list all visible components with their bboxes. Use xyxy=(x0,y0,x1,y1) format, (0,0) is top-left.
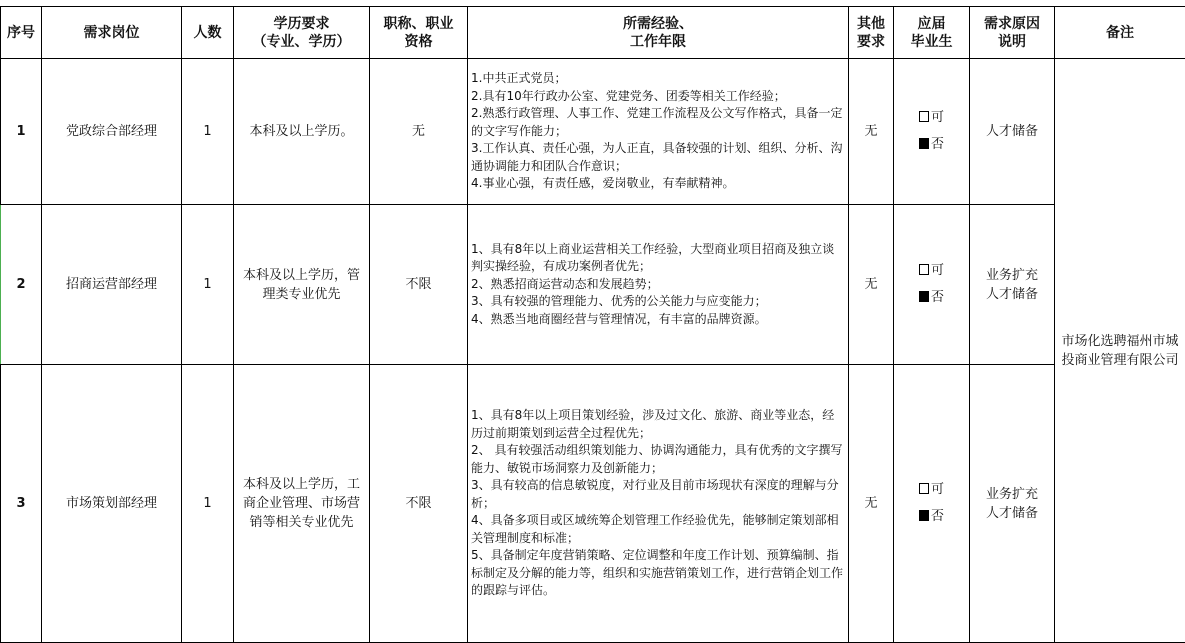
header-seq: 序号 xyxy=(1,7,42,59)
education-cell: 本科及以上学历。 xyxy=(234,59,370,205)
experience-line: 1、具有8年以上项目策划经验，涉及过文化、旅游、商业等业态，经历过前期策划到运营全过程优先； xyxy=(471,408,835,440)
header-experience-line2: 工作年限 xyxy=(630,33,686,50)
graduate-options xyxy=(919,100,944,163)
header-reason-line1: 需求原因 xyxy=(984,15,1040,32)
reason-line: 业务扩充 xyxy=(985,486,1038,502)
header-title-line2: 资格 xyxy=(404,33,433,50)
header-other-line2: 要求 xyxy=(857,33,885,50)
experience-line: 3.工作认真、责任心强，为人正直，具备较强的计划、组织、分析、沟通协调能力和团队合作意识； xyxy=(471,141,843,173)
header-other-line1: 其他 xyxy=(857,15,885,32)
header-other xyxy=(849,7,894,59)
checkbox-checked-icon xyxy=(919,510,929,521)
experience-line: 1.中共正式党员； xyxy=(471,71,567,86)
header-experience xyxy=(468,7,849,59)
reason-line: 业务扩充 xyxy=(985,267,1038,283)
header-graduate xyxy=(894,7,970,59)
experience-line: 4.事业心强，有责任感，爱岗敬业，有奉献精神。 xyxy=(471,176,735,191)
seq-cell: 2 xyxy=(1,205,42,365)
graduate-option-yes[interactable] xyxy=(919,109,944,127)
header-graduate-line1: 应届 xyxy=(917,15,946,32)
graduate-cell xyxy=(894,205,970,365)
experience-line: 2、 具有较强活动组织策划能力、协调沟通能力，具有优秀的文字撰写能力、敏锐市场洞察力及创新能力； xyxy=(471,443,843,475)
checkbox-unchecked-icon xyxy=(919,483,929,494)
graduate-yes-label: 可 xyxy=(930,482,944,497)
header-position: 需求岗位 xyxy=(42,7,182,59)
header-graduate-line2: 毕业生 xyxy=(910,33,953,50)
other-cell: 无 xyxy=(849,365,894,643)
header-reason xyxy=(970,7,1055,59)
header-count: 人数 xyxy=(182,7,234,59)
graduate-cell xyxy=(894,365,970,643)
reason-line: 人才储备 xyxy=(985,286,1038,302)
position-cell: 市场策划部经理 xyxy=(42,365,182,643)
graduate-option-no[interactable] xyxy=(919,289,944,307)
education-cell: 本科及以上学历，工商企业管理、市场营销等相关专业优先 xyxy=(234,365,370,643)
recruitment-table xyxy=(0,6,1185,643)
experience-cell xyxy=(468,59,849,205)
title-cell: 不限 xyxy=(370,205,468,365)
experience-line: 1、具有8年以上商业运营相关工作经验，大型商业项目招商及独立谈判实操经验，有成功案例者优先； xyxy=(471,241,835,274)
experience-line: 2、熟悉招商运营动态和发展趋势； xyxy=(471,276,659,291)
graduate-no-label: 否 xyxy=(930,137,944,152)
graduate-option-no[interactable] xyxy=(919,508,944,526)
experience-line: 4、熟悉当地商圈经营与管理情况，有丰富的品牌资源。 xyxy=(471,311,767,326)
graduate-yes-label: 可 xyxy=(930,263,944,278)
checkbox-checked-icon xyxy=(919,291,929,302)
remark-cell xyxy=(1055,59,1185,643)
education-cell: 本科及以上学历，管理类专业优先 xyxy=(234,205,370,365)
header-education-line2: （专业、学历） xyxy=(252,33,351,50)
experience-line: 2.熟悉行政管理、人事工作、党建工作流程及公文写作格式，具备一定的文字写作能力； xyxy=(471,106,843,138)
position-cell: 党政综合部经理 xyxy=(42,59,182,205)
header-title-line1: 职称、职业 xyxy=(383,15,454,32)
count-cell: 1 xyxy=(182,365,234,643)
header-experience-line1: 所需经验、 xyxy=(623,15,693,32)
seq-cell: 1 xyxy=(1,59,42,205)
header-reason-line2: 说明 xyxy=(998,33,1026,50)
header-title xyxy=(370,7,468,59)
header-education-line1: 学历要求 xyxy=(273,15,330,32)
experience-cell xyxy=(468,205,849,365)
other-cell: 无 xyxy=(849,205,894,365)
table-row xyxy=(1,59,1185,205)
reason-line: 人才储备 xyxy=(985,124,1038,139)
reason-cell xyxy=(970,59,1055,205)
graduate-option-yes[interactable] xyxy=(919,262,944,280)
checkbox-checked-icon xyxy=(919,138,929,149)
other-cell: 无 xyxy=(849,59,894,205)
checkbox-unchecked-icon xyxy=(919,264,929,275)
reason-cell xyxy=(970,205,1055,365)
count-cell: 1 xyxy=(182,59,234,205)
title-cell: 无 xyxy=(370,59,468,205)
graduate-option-no[interactable] xyxy=(919,136,944,154)
header-education xyxy=(234,7,370,59)
experience-line: 5、具备制定年度营销策略、定位调整和年度工作计划、预算编制、指标制定及分解的能力等，组织和实施营销策划工作，进行营销企划工作的跟踪与评估。 xyxy=(471,548,844,598)
table-row xyxy=(1,365,1185,643)
graduate-yes-label: 可 xyxy=(930,110,944,125)
reason-line: 人才储备 xyxy=(985,505,1038,521)
seq-cell: 3 xyxy=(1,365,42,643)
header-remark: 备注 xyxy=(1055,7,1185,59)
graduate-cell xyxy=(894,59,970,205)
graduate-options xyxy=(919,253,944,316)
graduate-no-label: 否 xyxy=(930,290,944,305)
header-row xyxy=(1,7,1185,59)
experience-line: 3、具有较高的信息敏锐度，对行业及目前市场现状有深度的理解与分析； xyxy=(471,478,839,510)
reason-cell xyxy=(970,365,1055,643)
checkbox-unchecked-icon xyxy=(919,111,929,122)
graduate-option-yes[interactable] xyxy=(919,481,944,499)
position-cell: 招商运营部经理 xyxy=(42,205,182,365)
experience-line: 2.具有10年行政办公室、党建党务、团委等相关工作经验； xyxy=(471,88,786,103)
experience-line: 3、具有较强的管理能力、优秀的公关能力与应变能力； xyxy=(471,294,767,309)
remark-text: 市场化选聘福州市城投商业管理有限公司 xyxy=(1061,333,1179,368)
graduate-no-label: 否 xyxy=(930,509,944,524)
title-cell: 不限 xyxy=(370,365,468,643)
experience-line: 4、具备多项目或区域统筹企划管理工作经验优先，能够制定策划部相关管理制度和标准； xyxy=(471,513,839,545)
graduate-options xyxy=(919,472,944,535)
experience-cell xyxy=(468,365,849,643)
count-cell: 1 xyxy=(182,205,234,365)
table-row xyxy=(1,205,1185,365)
